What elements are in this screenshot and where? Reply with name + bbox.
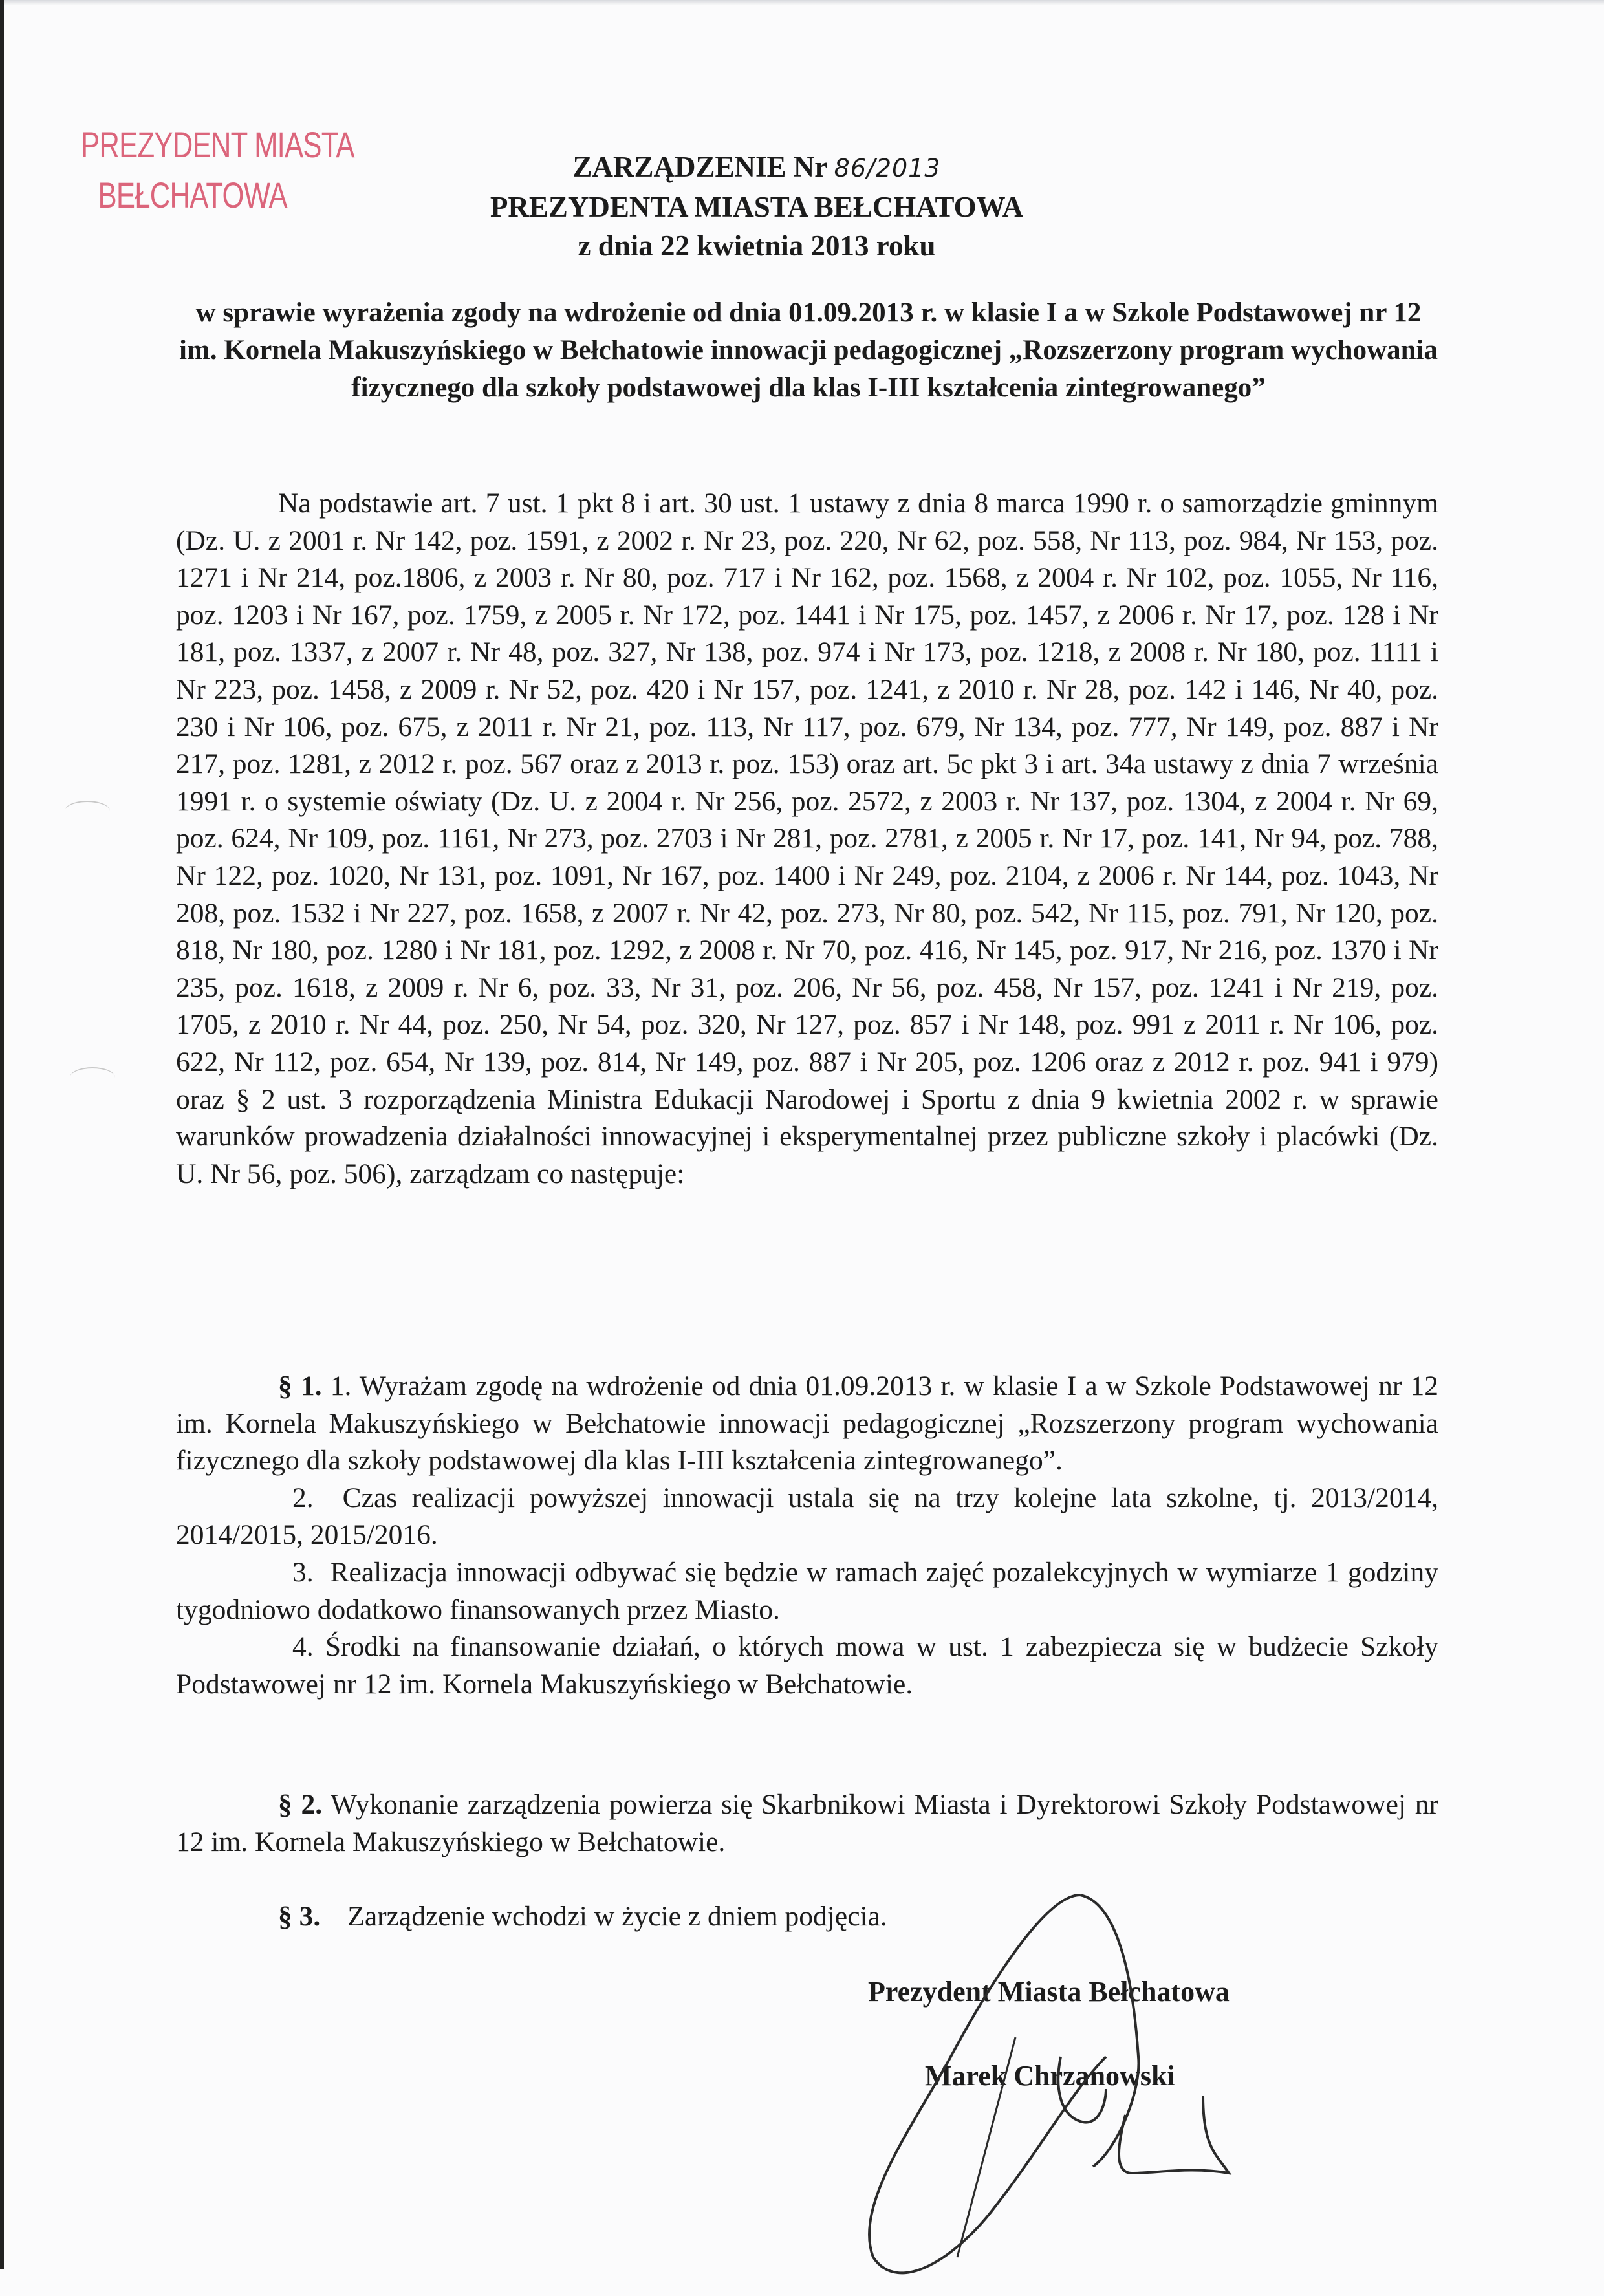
paragraph-1-symbol: § 1. <box>278 1370 322 1402</box>
paragraph-2-symbol: § 2. <box>278 1789 323 1820</box>
stamp-line-2: BEŁCHATOWA <box>98 175 287 215</box>
item-3-number: 3. <box>292 1556 314 1588</box>
punch-hole-upper <box>65 801 110 821</box>
handwritten-signature-icon <box>802 1843 1255 2296</box>
punch-hole-lower <box>70 1067 115 1088</box>
item-1-text: Wyrażam zgodę na wdrożenie od dnia 01.09.2013 r. w klasie I a w Szkole Podstawowej nr 12 im. Kornela Makuszyńskiego w Bełchatowie innowacji pedagogicznej „Rozszerzony program wychowania fizycznego dla szkoły podstawowej dla klas I-III kształcenia zintegrowanego”. <box>176 1370 1438 1477</box>
paragraph-1-item-2 <box>176 1480 1438 1554</box>
paragraph-1-item-1 <box>176 1368 1438 1480</box>
paragraph-3-symbol: § 3. <box>278 1901 321 1932</box>
issuer-line: PREZYDENTA MIASTA BEŁCHATOWA <box>490 191 1024 223</box>
item-4-text: Środki na finansowanie działań, o których mowa w ust. 1 zabezpiecza się w budżecie Szkoły Podstawowej nr 12 im. Kornela Makuszyńskiego w Bełchatowie. <box>176 1631 1438 1700</box>
ordinance-title-prefix: ZARZĄDZENIE Nr <box>572 151 834 183</box>
paragraph-1-item-3 <box>176 1554 1438 1629</box>
scan-edge-left <box>0 0 4 2269</box>
ordinance-subject: w sprawie wyrażenia zgody na wdrożenie od dnia 01.09.2013 r. w klasie I a w Szkole Podstawowej nr 12 im. Kornela Makuszyńskiego w Bełchatowie innowacji pedagogicznej „Rozszerzony program wychowania fizycznego dla szkoły podstawowej dla klas I-III kształcenia zintegrowanego” <box>179 298 1438 403</box>
handwritten-ordinance-number: 86/2013 <box>834 154 941 182</box>
paragraph-3-text: Zarządzenie wchodzi w życie z dniem podjęcia. <box>347 1901 887 1932</box>
scan-edge-top <box>0 0 1604 5</box>
date-line: z dnia 22 kwietnia 2013 roku <box>578 230 936 262</box>
item-4-number: 4. <box>292 1631 314 1663</box>
document-header <box>323 147 1190 265</box>
paragraph-1 <box>176 1368 1438 1703</box>
official-stamp <box>81 120 354 221</box>
item-1-number: 1. <box>330 1370 352 1402</box>
signatory-title: Prezydent Miasta Bełchatowa <box>868 1976 1230 2008</box>
item-2-number: 2. <box>292 1482 314 1513</box>
ordinance-title <box>323 147 1190 188</box>
paragraph-1-item-4 <box>176 1629 1438 1703</box>
signatory-name: Marek Chrzanowski <box>925 2060 1175 2092</box>
stamp-line-1: PREZYDENT MIASTA <box>81 124 354 165</box>
item-3-text: Realizacja innowacji odbywać się będzie w ramach zajęć pozalekcyjnych w wymiarze 1 godziny tygodniowo dodatkowo finansowanych przez Miasto. <box>176 1556 1439 1625</box>
item-2-text: Czas realizacji powyższej innowacji ustala się na trzy kolejne lata szkolne, tj. 2013/2014, 2014/2015, 2015/2016. <box>176 1482 1439 1551</box>
paragraph-2-text: Wykonanie zarządzenia powierza się Skarbnikowi Miasta i Dyrektorowi Szkoły Podstawowej nr 12 im. Kornela Makuszyńskiego w Bełchatowie. <box>176 1789 1438 1857</box>
legal-basis-preamble: Na podstawie art. 7 ust. 1 pkt 8 i art. 30 ust. 1 ustawy z dnia 8 marca 1990 r. o samorządzie gminnym (Dz. U. z 2001 r. Nr 142, poz. 1591, z 2002 r. Nr 23, poz. 220, Nr 62, poz. 558, Nr 113, poz. 984, Nr 153, poz. 1271 i Nr 214, poz.1806, z 2003 r. Nr 80, poz. 717 i Nr 162, poz. 1568, z 2004 r. Nr 102, poz. 1055, Nr 116, poz. 1203 i Nr 167, poz. 1759, z 2005 r. Nr 172, poz. 1441 i Nr 175, poz. 1457, z 2006 r. Nr 17, poz. 128 i Nr 181, poz. 1337, z 2007 r. Nr 48, poz. 327, Nr 138, poz. 974 i Nr 173, poz. 1218, z 2008 r. Nr 180, poz. 1111 i Nr 223, poz. 1458, z 2009 r. Nr 52, poz. 420 i Nr 157, poz. 1241, z 2010 r. Nr 28, poz. 142 i 146, Nr 40, poz. 230 i Nr 106, poz. 675, z 2011 r. Nr 21, poz. 113, Nr 117, poz. 679, Nr 134, poz. 777, Nr 149, poz. 887 i Nr 217, poz. 1281, z 2012 r. poz. 567 oraz z 2013 r. poz. 153) oraz art. 5c pkt 3 i art. 34a ustawy z dnia 7 września 1991 r. o systemie oświaty (Dz. U. z 2004 r. Nr 256, poz. 2572, z 2003 r. Nr 137, poz. 1304, z 2004 r. Nr 69, poz. 624, Nr 109, poz. 1161, Nr 273, poz. 2703 i Nr 281, poz. 2781, z 2005 r. Nr 17, poz. 141, Nr 94, poz. 788, Nr 122, poz. 1020, Nr 131, poz. 1091, Nr 167, poz. 1400 i Nr 249, poz. 2104, z 2006 r. Nr 144, poz. 1043, Nr 208, poz. 1532 i Nr 227, poz. 1658, z 2007 r. Nr 42, poz. 273, Nr 80, poz. 542, Nr 115, poz. 791, Nr 120, poz. 818, Nr 180, poz. 1280 i Nr 181, poz. 1292, z 2008 r. Nr 70, poz. 416, Nr 145, poz. 917, Nr 216, poz. 1370 i Nr 235, poz. 1618, z 2009 r. Nr 6, poz. 33, Nr 31, poz. 206, Nr 56, poz. 458, Nr 157, poz. 1241 i Nr 219, poz. 1705, z 2010 r. Nr 44, poz. 250, Nr 54, poz. 320, Nr 127, poz. 857 i Nr 148, poz. 991 z 2011 r. Nr 106, poz. 622, Nr 112, poz. 654, Nr 139, poz. 814, Nr 149, poz. 887 i Nr 205, poz. 1206 oraz z 2012 r. poz. 941 i 979) oraz § 2 ust. 3 rozporządzenia Ministra Edukacji Narodowej i Sportu z dnia 9 kwietnia 2002 r. w sprawie warunków prowadzenia działalności innowacyjnej i eksperymentalnej przez publiczne szkoły i placówki (Dz. U. Nr 56, poz. 506), zarządzam co następuje: <box>176 488 1438 1189</box>
